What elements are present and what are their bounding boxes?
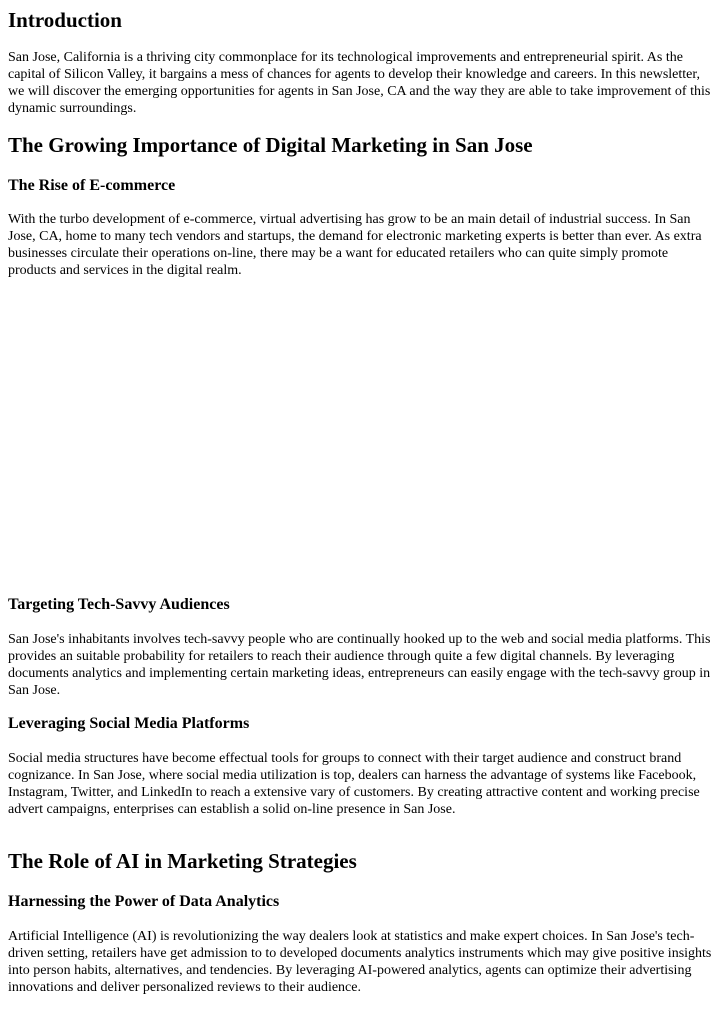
tech-savvy-heading: Targeting Tech-Savvy Audiences (8, 596, 230, 613)
introduction-paragraph: San Jose, California is a thriving city commonplace for its technological improvements and entrepreneurial spirit. As the capital of Silicon Valley, it bargains a mess of chances for agents to develop their knowledge and careers. In this newsletter, we will discover the emerging opportunities for agents in San Jose, CA and the way they are able to take improvement of this dynamic surroundings. (8, 50, 711, 116)
social-media-paragraph: Social media structures have become effectual tools for groups to connect with their target audience and construct brand cognizance. In San Jose, where social media utilization is top, dealers can harness the advantage of systems like Facebook, Instagram, Twitter, and LinkedIn to reach a extensive vary of customers. By creating attractive content and working precise advert campaigns, enterprises can establish a solid on-line presence in San Jose. (8, 751, 700, 817)
social-media-heading: Leveraging Social Media Platforms (8, 715, 250, 732)
empty-content-area (8, 290, 712, 580)
data-analytics-heading: Harnessing the Power of Data Analytics (8, 893, 280, 910)
introduction-heading: Introduction (8, 8, 122, 32)
tech-savvy-paragraph: San Jose's inhabitants involves tech-savvy people who are continually hooked up to the web and social media platforms. This provides an suitable probability for retailers to reach their audience through quite a few digital channels. By leveraging documents analytics and implementing certain marketing ideas, entrepreneurs can easily engage with the tech-savvy group in San Jose. (8, 632, 711, 698)
ecommerce-heading: The Rise of E-commerce (8, 177, 176, 194)
data-analytics-paragraph: Artificial Intelligence (AI) is revolutionizing the way dealers look at statistics and make expert choices. In San Jose's tech-driven setting, retailers have get admission to to developed documents analytics instruments which may give positive insights into person habits, alternatives, and tendencies. By leveraging AI-powered analytics, agents can optimize their advertising innovations and deliver personalized reviews to their audience. (8, 929, 712, 995)
ecommerce-paragraph: With the turbo development of e-commerce, virtual advertising has grow to be an main detail of industrial success. In San Jose, CA, home to many tech vendors and startups, the demand for electronic marketing experts is better than ever. As extra businesses circulate their operations on-line, there may be a want for educated retailers who can quite simply promote products and services in the digital realm. (8, 212, 702, 278)
ai-marketing-heading: The Role of AI in Marketing Strategies (8, 849, 357, 873)
digital-marketing-heading: The Growing Importance of Digital Marketing in San Jose (8, 133, 533, 157)
